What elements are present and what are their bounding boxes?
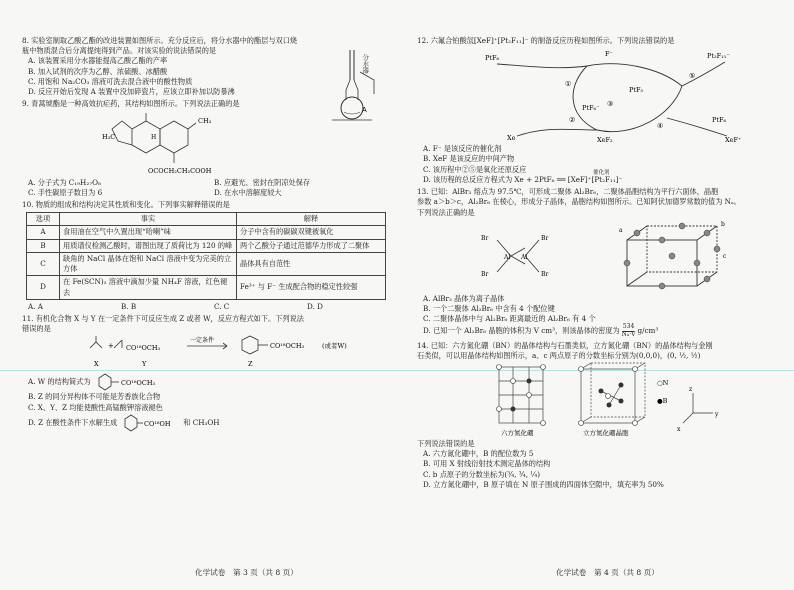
q11-option-b: B. Z 的同分异构体不可能是芳香族化合物 — [28, 392, 161, 402]
step-4: ④ — [657, 122, 664, 131]
q14-stem-line2: 石类似，可以用晶体结构如图所示，a、c 两点原子的分数坐标分别为(0,0,0)，(0, ½, ½) — [417, 350, 701, 360]
row-fact: 用质谱仪检测乙酸时，谱图出现了质荷比为 120 的峰 — [60, 239, 237, 252]
question-12 — [417, 36, 777, 185]
header-explanation: 解释 — [237, 213, 386, 226]
question-10 — [22, 200, 394, 312]
q10-option-d: D. D — [307, 301, 323, 311]
q14-option-d: D. 立方氮化硼中，B 原子填在 N 原子围成的四面体空隙中，填充率为 50% — [423, 479, 664, 489]
q14-figures — [421, 361, 771, 439]
legend-b: ●B — [657, 397, 668, 406]
species-f-minus: F⁻ — [605, 50, 613, 59]
q12-option-d-text: D. 该历程的总反应方程式为 Xe + 2PtF₆ ══ [XeF]⁺[Pt₂F₁₁]⁻ — [423, 174, 623, 184]
br-label-4: Br — [541, 270, 549, 278]
w-structure — [91, 372, 181, 392]
question-14 — [417, 341, 777, 491]
table-row — [27, 239, 386, 252]
density-denominator: Nₐ·V — [621, 331, 636, 338]
q9-stem: 9. 青蒿琥酯是一种高效抗疟药，其结构如图所示。下列说法正确的是 — [22, 99, 240, 109]
q11-option-a — [28, 372, 394, 392]
q13-stem-line3: 下列说法正确的是 — [417, 207, 475, 217]
step-2: ② — [569, 116, 576, 125]
hexagonal-bn-caption: 六方氮化硼 — [501, 429, 534, 438]
q12-option-b: B. XeF 是该反应的中间产物 — [423, 154, 515, 164]
or-w-label: (或者W) — [322, 342, 347, 351]
row-explanation: Fe³⁺ 与 F⁻ 生成配合物的稳定性较强 — [237, 276, 386, 299]
axis-a: a — [619, 226, 623, 234]
axis-x: x — [677, 426, 681, 434]
header-option: 选项 — [27, 213, 60, 226]
q8-option-d: D. 反应开始后发现 A 装置中没加碎瓷片，应该立即补加以防暴沸 — [28, 87, 235, 97]
q13-stem-line2: 参数 a＞b＞c，Al₂Br₆ 在棱心，形成分子晶体，晶胞结构如图所示。已知阿伏加德罗常数的值为 Nₐ。 — [417, 197, 741, 207]
q10-option-b: B. B — [121, 301, 137, 311]
footer-page-4: 化学试卷 第 4 页（共 8 页） — [556, 568, 659, 577]
species-ptf5: PtF₅ — [629, 86, 644, 95]
q11-stem-line1: 11. 有机化合物 X 与 Y 在一定条件下可反应生成 Z 或者 W，反应方程式如下。下列说法 — [22, 313, 304, 323]
row-explanation: 晶体具有自范性 — [237, 252, 386, 275]
step-1: ① — [565, 80, 572, 89]
q14-option-c: C. b 点原子的分数坐标为(¾, ¾, ¼) — [423, 469, 541, 479]
q13-option-c: C. 二聚体晶体中与 Al₂Br₆ 距离最近的 Al₂Br₆ 有 4 个 — [423, 314, 596, 324]
br-label-2: Br — [481, 270, 489, 278]
species-pt2f11: Pt₂F₁₁⁻ — [707, 52, 730, 61]
row-explanation: 分子中含有的碳碳双键被氧化 — [237, 226, 386, 239]
page-4 — [417, 36, 777, 492]
step-5: ⑤ — [689, 72, 696, 81]
q10-option-c: C. C — [214, 301, 230, 311]
artesunate-structure — [62, 111, 232, 177]
density-numerator: 534 — [622, 323, 635, 331]
methanol-text: 和 CH₃OH — [183, 417, 220, 427]
al-label-1: Al — [504, 253, 511, 261]
catalyst-label: 催化剂 — [593, 169, 610, 176]
step-3: ③ — [607, 100, 614, 109]
row-option: D — [27, 276, 60, 299]
table-row — [27, 276, 386, 299]
table-row — [27, 252, 386, 275]
q9-option-d: D. 在水中溶解度较大 — [214, 187, 282, 197]
q10-option-a: A. A — [28, 301, 43, 311]
acid-label: CO¹⁸OH — [144, 419, 171, 428]
plus-sign: + — [108, 342, 114, 351]
q11-option-c: C. X、Y、Z 均能使酸性高锰酸钾溶液褪色 — [28, 402, 163, 412]
label-h: H — [151, 133, 157, 141]
row-explanation: 两个乙酸分子通过范德华力形成了二聚体 — [237, 239, 386, 252]
label-h3c: H₃C — [102, 132, 116, 141]
page-3 — [22, 36, 394, 435]
q13-option-d — [423, 324, 777, 338]
q13-stem-line1: 13. 已知：AlBr₃ 熔点为 97.5℃，可形成二聚体 Al₂Br₆，二聚体晶胞结构为平行六面体，晶胞 — [417, 187, 719, 197]
q13-option-d-text: D. 已知一个 Al₂Br₆ 晶胞的体积为 V cm³，则该晶体的密度为 — [423, 326, 620, 336]
q14-stem-line1: 14. 已知：六方氮化硼（BN）的晶体结构与石墨类似，立方氮化硼（BN）的晶体结构与金刚 — [417, 340, 713, 350]
separator-label: 分水器 — [361, 54, 370, 74]
row-fact: 缺角的 NaCl 晶体在饱和 NaCl 溶液中变为完美的立方体 — [60, 252, 237, 275]
q13-option-a: A. AlBr₃ 晶体为离子晶体 — [423, 293, 505, 303]
label-side-chain: OCOCH₂CH₂COOH — [148, 166, 212, 175]
reaction-cycle-diagram — [457, 46, 757, 144]
condition-label: 一定条件 — [190, 337, 215, 345]
table-row — [27, 226, 386, 239]
label-ch3: CH₃ — [198, 116, 212, 125]
br-label-1: Br — [481, 234, 489, 242]
question-13 — [417, 187, 777, 339]
row-option: A — [27, 226, 60, 239]
q10-table — [26, 212, 386, 300]
q11-option-d-text: D. Z 在酸性条件下水解生成 — [28, 417, 118, 427]
q14-option-a: A. 六方氮化硼中，B 的配位数为 5 — [423, 449, 534, 459]
q11-option-d — [28, 413, 394, 433]
axis-y: y — [715, 411, 719, 419]
q12-stem: 12. 六氟合铂酸氙[XeF]⁺[Pt₂F₁₁]⁻ 的制备反应历程如图所示。下列说法错误的是 — [417, 36, 675, 45]
x-label: X — [94, 360, 99, 369]
y-ester-label: CO¹⁸OCH₃ — [126, 344, 161, 353]
axis-b: b — [721, 220, 725, 228]
z-ester-label: CO¹⁸OCH₃ — [270, 342, 305, 351]
q14-stem-line3: 下列说法错误的是 — [417, 439, 475, 449]
row-fact: 在 Fe(SCN)₃ 溶液中滴加少量 NH₄F 溶液，红色褪去 — [60, 276, 237, 299]
q8-option-b: B. 加入试剂的次序为乙醇、浓硫酸、冰醋酸 — [28, 66, 168, 76]
row-fact: 食用油在空气中久置出现“哈喇”味 — [60, 226, 237, 239]
cubic-bn-caption: 立方氮化硼晶胞 — [583, 429, 629, 438]
axis-z: z — [689, 386, 693, 394]
acid-structure — [117, 413, 183, 433]
footer-page-3: 化学试卷 第 3 页（共 8 页） — [195, 568, 298, 577]
q12-option-a: A. F⁻ 是该反应的催化剂 — [423, 144, 502, 154]
species-xe: Xe — [507, 134, 516, 143]
q8-stem-line1: 8. 实验室制取乙酸乙酯的改进装置如图所示。充分反应后，将分水器中的酯层与双口烧 — [22, 36, 298, 45]
q11-option-a-text: A. W 的结构简式为 — [28, 377, 91, 387]
species-ptf6-a: PtF₆ — [485, 54, 500, 63]
q8-option-a: A. 该装置采用分水器能提高乙酸乙酯的产率 — [28, 56, 168, 66]
row-option: C — [27, 252, 60, 275]
q13-option-b: B. 一个二聚体 Al₂Br₆ 中含有 4 个配位键 — [423, 303, 555, 313]
z-label: Z — [248, 360, 253, 369]
q8-stem-line2: 瓶中物质混合后分离提纯得到产品。对该实验的说法错误的是 — [22, 46, 217, 56]
species-xef-plus: XeF⁺ — [725, 136, 742, 145]
q9-option-a: A. 分子式为 C₁₉H₂₇O₈ — [28, 177, 101, 187]
species-ptf6-c: PtF₆ — [712, 116, 727, 125]
q13-figures — [437, 218, 777, 294]
species-ptf6-minus: PtF₆⁻ — [582, 104, 600, 113]
apparatus-figure — [322, 50, 382, 122]
q9-option-c: C. 手性碳原子数目为 6 — [28, 187, 103, 197]
br-label-3: Br — [541, 234, 549, 242]
y-label: Y — [142, 360, 147, 369]
header-fact: 事实 — [60, 213, 237, 226]
axis-c: c — [723, 252, 727, 260]
q11-reaction — [82, 334, 382, 372]
w-ester-label: CO¹⁸OCH₃ — [120, 379, 155, 388]
density-unit: g/cm³ — [637, 326, 659, 336]
density-fraction — [622, 324, 636, 338]
q11-stem-line2: 错误的是 — [22, 324, 51, 334]
q14-option-b: B. 可用 X 射线衍射技术测定晶体的结构 — [423, 459, 551, 469]
q12-option-c: C. 该历程中②⑤是氧化还原反应 — [423, 164, 527, 174]
legend-n: ○N — [657, 379, 669, 388]
species-xef2: XeF₂ — [597, 136, 613, 145]
al-label-2: Al — [521, 253, 528, 261]
row-option: B — [27, 239, 60, 252]
q8-option-c: C. 用饱和 Na₂CO₃ 溶液可洗去混合液中的酸性物质 — [28, 76, 193, 86]
q9-option-b: B. 应避光、密封在阴凉处保存 — [214, 177, 311, 187]
q10-stem: 10. 物质的组成和结构决定其性质和变化。下列事实解释错误的是 — [22, 199, 230, 209]
apparatus-label-a: A — [362, 107, 367, 114]
question-11 — [22, 314, 394, 433]
